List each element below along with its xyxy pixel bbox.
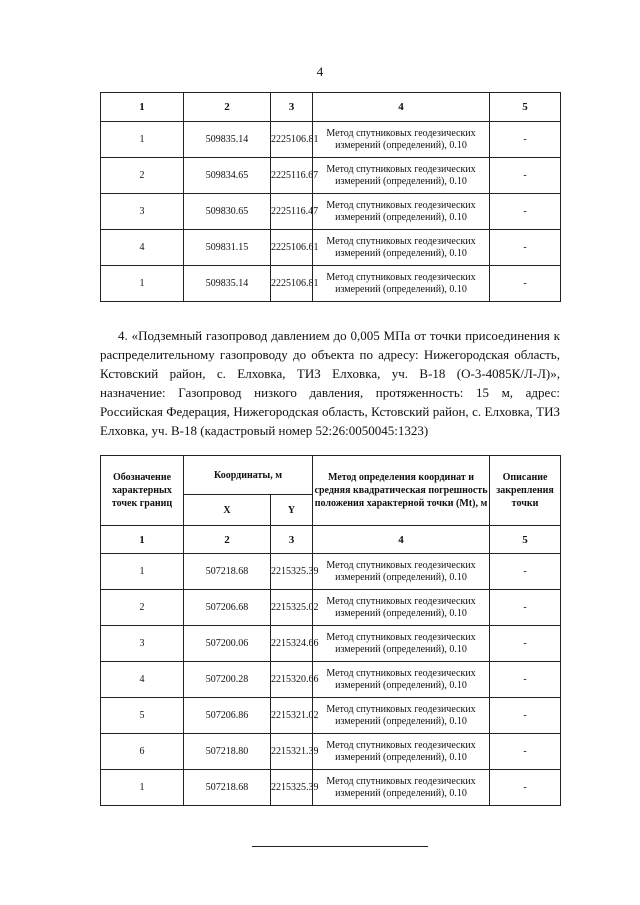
- x-cell: 509830.65: [184, 194, 271, 230]
- coordinates-table-2: [100, 455, 561, 806]
- point-cell: 6: [101, 734, 184, 770]
- y-header: Y: [271, 495, 313, 526]
- method-cell: Метод спутниковых геодезических измерений (определений), 0.10: [313, 266, 490, 302]
- y-cell: 2225116.67: [271, 158, 313, 194]
- description-cell: -: [490, 158, 561, 194]
- table-row: [101, 122, 561, 158]
- description-cell: -: [490, 662, 561, 698]
- table-row: [101, 626, 561, 662]
- description-cell: -: [490, 230, 561, 266]
- table-row: [101, 554, 561, 590]
- x-cell: 509835.14: [184, 122, 271, 158]
- header-cell: 5: [490, 93, 561, 122]
- page-number: 4: [316, 64, 324, 79]
- point-cell: 2: [101, 158, 184, 194]
- method-cell: Метод спутниковых геодезических измерений (определений), 0.10: [313, 662, 490, 698]
- x-cell: 507206.86: [184, 698, 271, 734]
- point-designation-header: Обозначение характерных точек границ: [101, 456, 184, 526]
- method-cell: Метод спутниковых геодезических измерений (определений), 0.10: [313, 770, 490, 806]
- table-row: [101, 734, 561, 770]
- x-cell: 507200.06: [184, 626, 271, 662]
- object-description-paragraph: 4. «Подземный газопровод давлением до 0,005 МПа от точки присоединения к распределительному газопроводу до объекта по адресу: Нижегородская область, Кстовский район, с. Елховка, ТИЗ Елховка, уч. В-18 (О-3-4085К/Л-Л)», назначение: Газопровод низкого давления, протяженность: 15 м, адрес: Российская Федерация, Нижегородская область, Кстовский район, с. Елховка, ТИЗ Елховка, уч. В-18 (кадастровый номер 52:26:0050045:1323): [100, 328, 560, 438]
- header-cell: 2: [184, 93, 271, 122]
- y-cell: 2215321.02: [271, 698, 313, 734]
- description-cell: -: [490, 122, 561, 158]
- point-cell: 1: [101, 554, 184, 590]
- y-cell: 2225106.81: [271, 122, 313, 158]
- x-cell: 507218.68: [184, 554, 271, 590]
- description-cell: -: [490, 590, 561, 626]
- description-cell: -: [490, 266, 561, 302]
- x-cell: 507218.80: [184, 734, 271, 770]
- point-cell: 3: [101, 626, 184, 662]
- method-cell: Метод спутниковых геодезических измерений (определений), 0.10: [313, 626, 490, 662]
- point-cell: 4: [101, 662, 184, 698]
- method-cell: Метод спутниковых геодезических измерений (определений), 0.10: [313, 230, 490, 266]
- x-cell: 509835.14: [184, 266, 271, 302]
- y-cell: 2215321.39: [271, 734, 313, 770]
- point-cell: 3: [101, 194, 184, 230]
- header-cell: 4: [313, 93, 490, 122]
- description-cell: -: [490, 698, 561, 734]
- y-cell: 2215324.66: [271, 626, 313, 662]
- point-cell: 1: [101, 122, 184, 158]
- y-cell: 2215325.39: [271, 770, 313, 806]
- y-cell: 2225106.81: [271, 266, 313, 302]
- point-cell: 1: [101, 266, 184, 302]
- table-row: [101, 230, 561, 266]
- header-cell: 3: [271, 93, 313, 122]
- y-cell: 2225116.47: [271, 194, 313, 230]
- method-header: Метод определения координат и средняя квадратическая погрешность положения характерной точки (Mt), м: [313, 456, 490, 526]
- bottom-divider: [252, 846, 428, 847]
- x-cell: 509834.65: [184, 158, 271, 194]
- table-row: [101, 770, 561, 806]
- table-row: [101, 662, 561, 698]
- column-number-row: [101, 526, 561, 554]
- y-cell: 2215325.39: [271, 554, 313, 590]
- table-header-row: [101, 93, 561, 122]
- column-number: 1: [101, 526, 184, 554]
- description-cell: -: [490, 734, 561, 770]
- column-number: 2: [184, 526, 271, 554]
- header-cell: 1: [101, 93, 184, 122]
- table-row: [101, 698, 561, 734]
- method-cell: Метод спутниковых геодезических измерений (определений), 0.10: [313, 590, 490, 626]
- description-cell: -: [490, 626, 561, 662]
- y-cell: 2215320.66: [271, 662, 313, 698]
- description-cell: -: [490, 770, 561, 806]
- y-cell: 2225106.61: [271, 230, 313, 266]
- column-number: 5: [490, 526, 561, 554]
- method-cell: Метод спутниковых геодезических измерений (определений), 0.10: [313, 554, 490, 590]
- method-cell: Метод спутниковых геодезических измерений (определений), 0.10: [313, 194, 490, 230]
- table-row: [101, 266, 561, 302]
- column-number: 4: [313, 526, 490, 554]
- coordinates-table-1: [100, 92, 561, 302]
- method-cell: Метод спутниковых геодезических измерений (определений), 0.10: [313, 158, 490, 194]
- method-cell: Метод спутниковых геодезических измерений (определений), 0.10: [313, 734, 490, 770]
- x-cell: 507200.28: [184, 662, 271, 698]
- coordinates-header: Координаты, м: [184, 456, 313, 495]
- x-header: X: [184, 495, 271, 526]
- point-cell: 1: [101, 770, 184, 806]
- column-number: 3: [271, 526, 313, 554]
- description-header: Описание закрепления точки: [490, 456, 561, 526]
- point-cell: 2: [101, 590, 184, 626]
- point-cell: 4: [101, 230, 184, 266]
- point-cell: 5: [101, 698, 184, 734]
- x-cell: 507206.68: [184, 590, 271, 626]
- x-cell: 507218.68: [184, 770, 271, 806]
- method-cell: Метод спутниковых геодезических измерений (определений), 0.10: [313, 122, 490, 158]
- y-cell: 2215325.02: [271, 590, 313, 626]
- table-header-row: [101, 456, 561, 495]
- description-cell: -: [490, 554, 561, 590]
- table-row: [101, 194, 561, 230]
- table-row: [101, 158, 561, 194]
- method-cell: Метод спутниковых геодезических измерений (определений), 0.10: [313, 698, 490, 734]
- table-row: [101, 590, 561, 626]
- x-cell: 509831.15: [184, 230, 271, 266]
- description-cell: -: [490, 194, 561, 230]
